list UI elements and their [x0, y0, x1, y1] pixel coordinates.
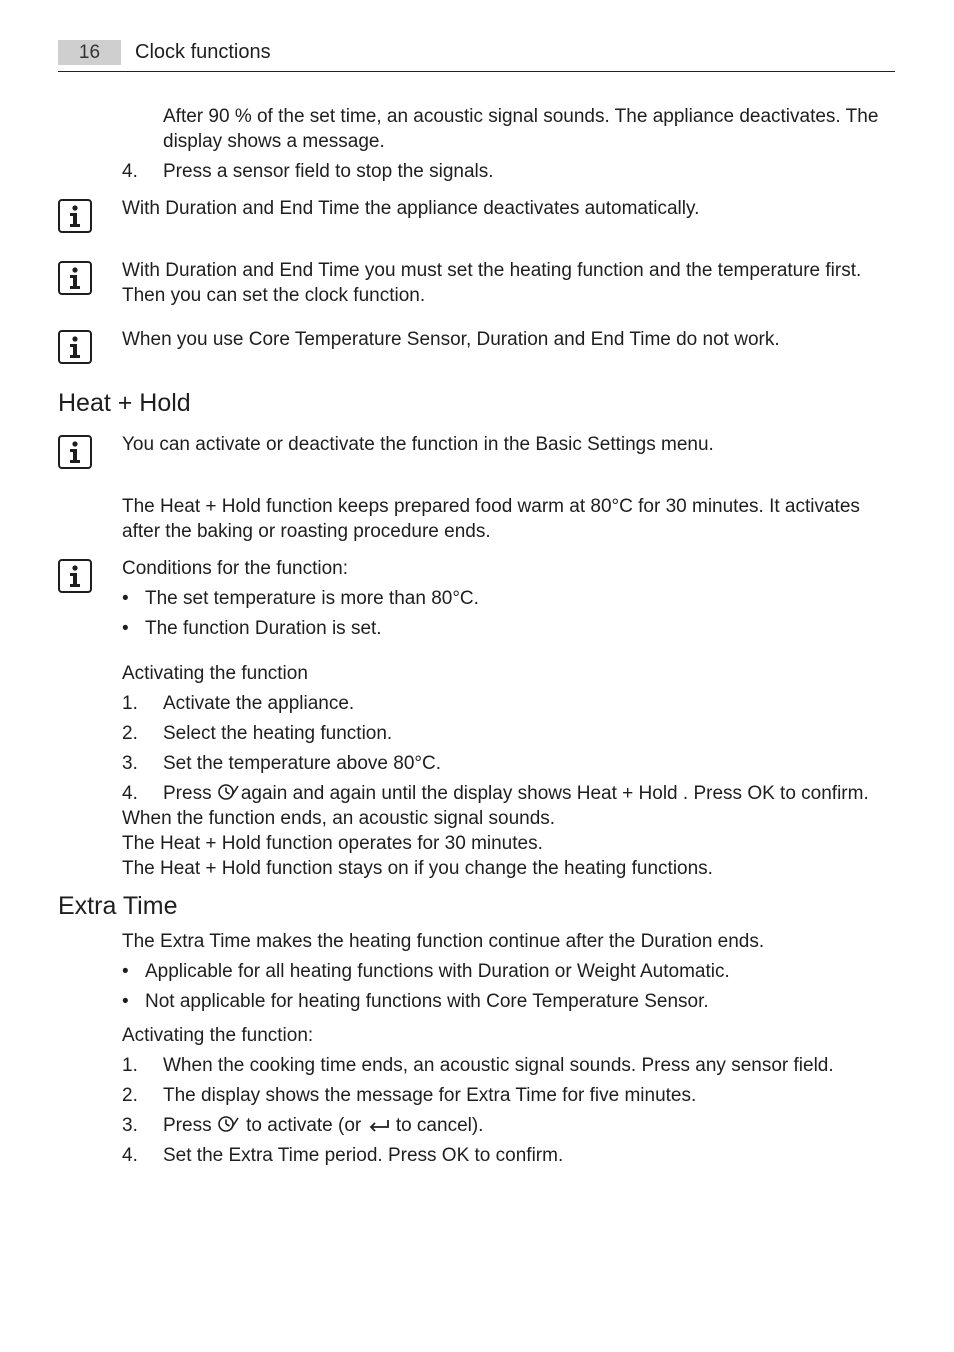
step-text: When the cooking time ends, an acoustic signal sounds. Press any sensor field.: [163, 1055, 834, 1076]
header-title: Clock functions: [135, 41, 271, 63]
page-header: [58, 40, 895, 72]
step4-a: Set the Extra Time period. Press: [163, 1145, 442, 1166]
back-arrow-icon: [367, 1116, 391, 1141]
step-number: 4.: [122, 1145, 138, 1166]
step-number: 1.: [122, 693, 138, 714]
step-number: 2.: [122, 1085, 138, 1106]
extra-time-activating-title: Activating the function:: [122, 1025, 314, 1046]
info-icon: [58, 199, 92, 233]
heat-hold-after-line: The Heat + Hold function operates for 30 minutes.: [122, 833, 543, 854]
intro-step4-text: Press a sensor field to stop the signals.: [163, 161, 494, 182]
heat-hold-after-line: When the function ends, an acoustic signal sounds.: [122, 808, 556, 829]
clock-icon: [217, 1114, 241, 1141]
heat-hold-activating-title: Activating the function: [122, 663, 308, 684]
heat-hold-heading: Heat + Hold: [58, 389, 191, 417]
step4-rest-b: to confirm.: [774, 783, 869, 804]
ok-label: OK: [747, 783, 775, 804]
step4-b: to confirm.: [469, 1145, 564, 1166]
step-text: The display shows the message for Extra Time for five minutes.: [163, 1085, 697, 1106]
note-2-line-1: With Duration and End Time you must set the heating function and the temperature first.: [122, 260, 862, 281]
heat-hold-after-line: The Heat + Hold function stays on if you change the heating functions.: [122, 858, 713, 879]
extra-time-desc: The Extra Time makes the heating function continue after the Duration ends.: [122, 931, 765, 952]
intro-line-2: display shows a message.: [163, 131, 385, 152]
step3-mid: to activate (or: [246, 1115, 362, 1136]
step-text: Select the heating function.: [163, 723, 393, 744]
clock-icon: [217, 782, 241, 809]
step-text: Activate the appliance.: [163, 693, 355, 714]
extra-time-heading: Extra Time: [58, 892, 178, 920]
bullet-icon: •: [122, 618, 129, 639]
extra-time-bullet: Not applicable for heating functions with Core Temperature Sensor.: [145, 991, 709, 1012]
heat-hold-step4: [163, 781, 869, 809]
info-icon: [58, 559, 92, 593]
extra-time-bullet: Applicable for all heating functions with Duration or Weight Automatic.: [145, 961, 730, 982]
ok-label: OK: [441, 1145, 470, 1166]
step-number: 1.: [122, 1055, 138, 1076]
heat-hold-desc-line-2: after the baking or roasting procedure ends.: [122, 521, 491, 542]
step-text: Set the temperature above 80°C.: [163, 753, 441, 774]
step3-end: to cancel).: [395, 1115, 484, 1136]
step-number: 3.: [122, 753, 138, 774]
info-icon: [58, 261, 92, 295]
note-1: With Duration and End Time the appliance deactivates automatically.: [122, 198, 700, 219]
page-number: 16: [58, 40, 121, 65]
extra-time-step4: [163, 1143, 563, 1168]
step4-press: Press: [163, 783, 212, 804]
extra-time-step3: [163, 1113, 483, 1141]
note-3: When you use Core Temperature Sensor, Duration and End Time do not work.: [122, 329, 780, 350]
condition-item: The set temperature is more than 80°C.: [145, 588, 479, 609]
info-icon: [58, 435, 92, 469]
bullet-icon: •: [122, 588, 129, 609]
heat-hold-desc-line-1: The Heat + Hold function keeps prepared food warm at 80°C for 30 minutes. It activates: [122, 496, 860, 517]
bullet-icon: •: [122, 961, 129, 982]
step3-press: Press: [163, 1115, 212, 1136]
step-number: 2.: [122, 723, 138, 744]
step4-rest-a: again and again until the display shows Heat + Hold . Press: [240, 783, 748, 804]
bullet-icon: •: [122, 991, 129, 1012]
heat-hold-note: You can activate or deactivate the function in the Basic Settings menu.: [122, 434, 714, 455]
step-number: 3.: [122, 1115, 138, 1136]
info-icon: [58, 330, 92, 364]
step-number: 4.: [122, 783, 138, 804]
condition-item: The function Duration is set.: [145, 618, 382, 639]
note-2-line-2: Then you can set the clock function.: [122, 285, 426, 306]
conditions-title: Conditions for the function:: [122, 558, 349, 579]
intro-line-1: After 90 % of the set time, an acoustic signal sounds. The appliance deactivates. The: [163, 106, 879, 127]
intro-step4-number: 4.: [122, 161, 138, 182]
